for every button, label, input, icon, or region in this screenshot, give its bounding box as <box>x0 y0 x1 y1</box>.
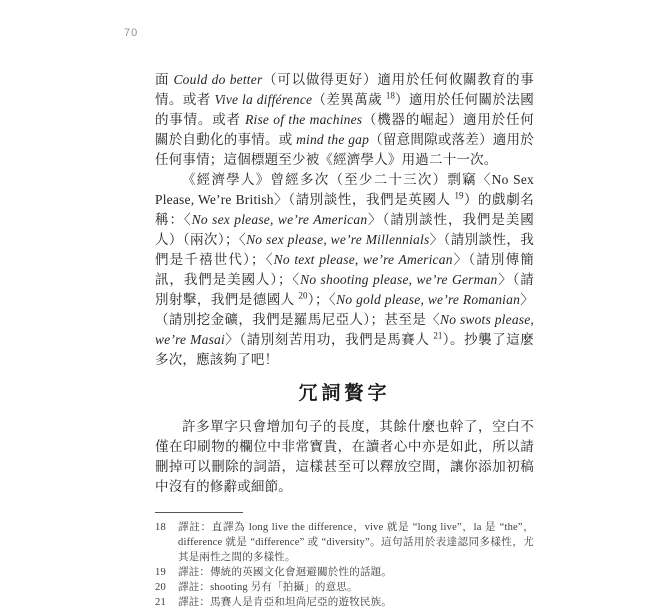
english-phrase: No sex please, we’re American <box>191 212 368 227</box>
text-run: ）適用於任何關於自動化的事情。或 <box>155 112 535 147</box>
footnote-ref: 21 <box>433 330 443 341</box>
body-paragraph-3 <box>155 417 534 497</box>
footnote-number: 20 <box>155 582 166 593</box>
footnote-number: 21 <box>155 597 166 608</box>
footnote-ref: 20 <box>298 290 308 301</box>
text-run: （ <box>369 132 383 147</box>
text-run: 面 <box>155 72 174 87</box>
text-run: （ <box>262 72 278 87</box>
english-phrase: Vive la différence <box>214 92 313 107</box>
text-run: ）；〈 <box>307 292 337 307</box>
text-run: ）。抄襲了這麼多次，應該夠了吧！ <box>155 332 535 367</box>
footnote-text: 譯註：直譯為 long live the difference，vive 就是 “long live”，la 是 “the”，difference 就是 “difference” 或 “diversity”。這句話用於表達認同多樣性，尤其是兩性之間的多樣性。 <box>178 522 534 563</box>
text-run: ）適用於任何事情；這個標題至少被《經濟學人》用過二十一次。 <box>155 132 534 167</box>
english-phrase: No swots please, we’re Masai <box>155 312 534 347</box>
text-run: （ <box>312 92 327 107</box>
text-run: 〉（請別談性，我們是千禧世代）；〈 <box>155 232 534 267</box>
text-run: （ <box>362 112 378 127</box>
footnotes-block <box>155 520 534 609</box>
text-run: 〉（請別射擊，我們是德國人 <box>155 272 534 307</box>
section-heading: 冗詞贅字 <box>298 383 391 404</box>
footnote-row <box>155 595 534 609</box>
footnote-row <box>155 580 534 595</box>
footnote-text: 譯註：馬賽人是肯亞和坦尚尼亞的遊牧民族。 <box>178 597 392 608</box>
text-run: 〉（請別傳簡訊，我們是美國人）；〈 <box>155 252 534 287</box>
text-run: 《經濟學人》曾經多次（至少二十三次）剽竊〈No Sex Please, We’re British〉（請別談性，我們是英國人 <box>155 172 534 207</box>
footnote-separator <box>155 512 243 513</box>
english-phrase: Could do better <box>173 72 263 87</box>
footnote-row <box>155 565 534 580</box>
body-paragraph-2 <box>155 170 534 370</box>
translation-run: 留意間隙或落差 <box>382 132 480 147</box>
footnote-text: 譯註：shooting 另有「拍攝」的意思。 <box>178 582 358 593</box>
footnote-number: 19 <box>155 567 166 578</box>
footnote-row <box>155 520 534 565</box>
page-number: 70 <box>124 27 139 39</box>
english-phrase: No text please, we’re American <box>273 252 453 267</box>
footnote-number: 18 <box>155 522 166 533</box>
text-run: 〉（請別刻苦用功，我們是馬賽人 <box>224 332 430 347</box>
translation-run: 機器的崛起 <box>377 112 449 127</box>
page-content <box>155 70 534 609</box>
footnote-ref: 18 <box>385 90 395 101</box>
translation-run: 差異萬歲 <box>326 92 383 107</box>
english-phrase: mind the gap <box>296 132 370 147</box>
footnote-ref: 19 <box>454 190 464 201</box>
text-run: 〉（請別挖金礦，我們是羅馬尼亞人）；甚至是〈 <box>155 292 534 327</box>
footnote-text: 譯註：傳統的英國文化會迴避關於性的話題。 <box>178 567 392 578</box>
english-phrase: No sex please, we’re Millennials <box>246 232 430 247</box>
text-run: ）適用於任何關於法國的事情。或者 <box>155 92 535 127</box>
english-phrase: No shooting please, we’re German <box>300 272 498 287</box>
english-phrase: No gold please, we’re Romanian <box>336 292 521 307</box>
body-paragraph-1 <box>155 70 534 170</box>
english-phrase: Rise of the machines <box>245 112 363 127</box>
text-run: ）的戲劇名稱：〈 <box>155 192 535 227</box>
text-run: ）適用於任何攸關教育的事情。或者 <box>155 72 534 107</box>
text-run: 許多單字只會增加句子的長度，其餘什麼也幹了，空白不僅在印刷物的欄位中非常寶貴，在讀者心中亦是如此，所以請刪掉可以刪除的詞語，這樣甚至可以釋放空間，讓你添加初稿中沒有的修辭或細節。 <box>155 419 534 494</box>
text-run: 〉（請別談性，我們是美國人）（兩次）；〈 <box>155 212 534 247</box>
translation-run: 可以做得更好 <box>277 72 364 87</box>
